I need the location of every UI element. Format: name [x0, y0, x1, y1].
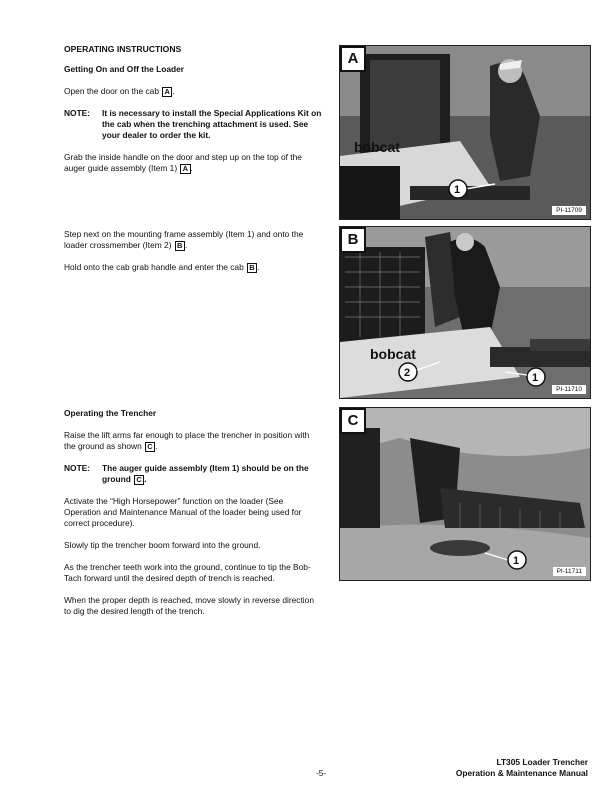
paragraph: Open the door on the cab A . — [64, 86, 175, 96]
callout-number: 1 — [454, 184, 461, 196]
note — [64, 463, 322, 485]
figure-letter: B — [340, 227, 366, 253]
figure-code: PI-11711 — [553, 567, 586, 576]
figure-a-photo — [339, 45, 591, 220]
note-label: NOTE: — [64, 463, 91, 473]
figure-letter: C — [340, 408, 366, 434]
figure-c-photo — [339, 407, 591, 581]
paragraph-text: Raise the lift arms far enough to place the trencher in position with the ground as shown — [64, 430, 310, 451]
paragraph-text: Step next on the mounting frame assembly (Item 1) and onto the loader crossmember (Item 2) — [64, 229, 304, 250]
text-column-2 — [64, 229, 322, 273]
paragraph: Activate the “High Horsepower” function on the loader (See Operation and Maintenance Manual of the loader being used for correct procedure). — [64, 496, 302, 528]
paragraph-text: Hold onto the cab grab handle and enter the cab — [64, 262, 244, 272]
paragraph-text: Grab the inside handle on the door and step up on the top of the auger guide assembly (Item 1) — [64, 152, 302, 173]
callout-number: 1 — [513, 555, 520, 567]
paragraph: Hold onto the cab grab handle and enter the cab B . — [64, 262, 260, 272]
section-subtitle: Getting On and Off the Loader — [64, 64, 185, 74]
footer-title-line-2: Operation & Maintenance Manual — [455, 768, 588, 778]
footer-title-line-1: LT305 Loader Trencher — [496, 757, 588, 767]
footer-title — [456, 757, 588, 779]
figure-ref: B — [247, 263, 257, 273]
text-column — [64, 44, 322, 174]
callout-number: 2 — [404, 367, 411, 379]
paragraph-text: Open the door on the cab — [64, 86, 159, 96]
paragraph: Slowly tip the trencher boom forward into the ground. — [64, 540, 261, 550]
figure-b-photo — [339, 226, 591, 399]
bobcat-logo: bobcat — [354, 139, 400, 155]
figure-code: PI-11709 — [552, 206, 586, 215]
text-column-3 — [64, 408, 322, 617]
paragraph: Grab the inside handle on the door and step up on the top of the auger guide assembly (Item 1) A . — [64, 152, 302, 173]
section-title: OPERATING INSTRUCTIONS — [64, 44, 182, 54]
paragraph: As the trencher teeth work into the ground, continue to tip the Bob-Tach forward until the desired depth of trench is reached. — [64, 562, 311, 583]
figure-ref: C — [134, 475, 144, 485]
figure-a-illustration — [340, 46, 590, 219]
figure-ref: A — [162, 87, 172, 97]
bobcat-logo: bobcat — [370, 346, 416, 362]
figure-letter: A — [340, 46, 366, 72]
note-label: NOTE: — [64, 108, 91, 118]
note — [64, 108, 322, 141]
paragraph: When the proper depth is reached, move slowly in reverse direction to dig the desired length of the trench. — [64, 595, 314, 616]
figure-b-illustration — [340, 227, 590, 398]
callout-number: 1 — [532, 372, 539, 384]
note-text-body: The auger guide assembly (Item 1) should be on the ground — [102, 463, 309, 484]
trencher-subtitle: Operating the Trencher — [64, 408, 157, 418]
page-number: -5- — [316, 768, 327, 778]
paragraph: Step next on the mounting frame assembly (Item 1) and onto the loader crossmember (Item 2) B . — [64, 229, 304, 250]
figure-c-illustration — [340, 408, 590, 580]
figure-ref: A — [180, 164, 190, 174]
figure-ref: C — [145, 442, 155, 452]
note-text: The auger guide assembly (Item 1) should be on the ground C . — [102, 463, 309, 484]
paragraph: Raise the lift arms far enough to place the trencher in position with the ground as shown C . — [64, 430, 310, 451]
figure-code: PI-11710 — [552, 385, 586, 394]
figure-ref: B — [175, 241, 185, 251]
note-text: It is necessary to install the Special Applications Kit on the cab when the trenching attachment is used. See your dealer to order the kit. — [102, 108, 322, 140]
